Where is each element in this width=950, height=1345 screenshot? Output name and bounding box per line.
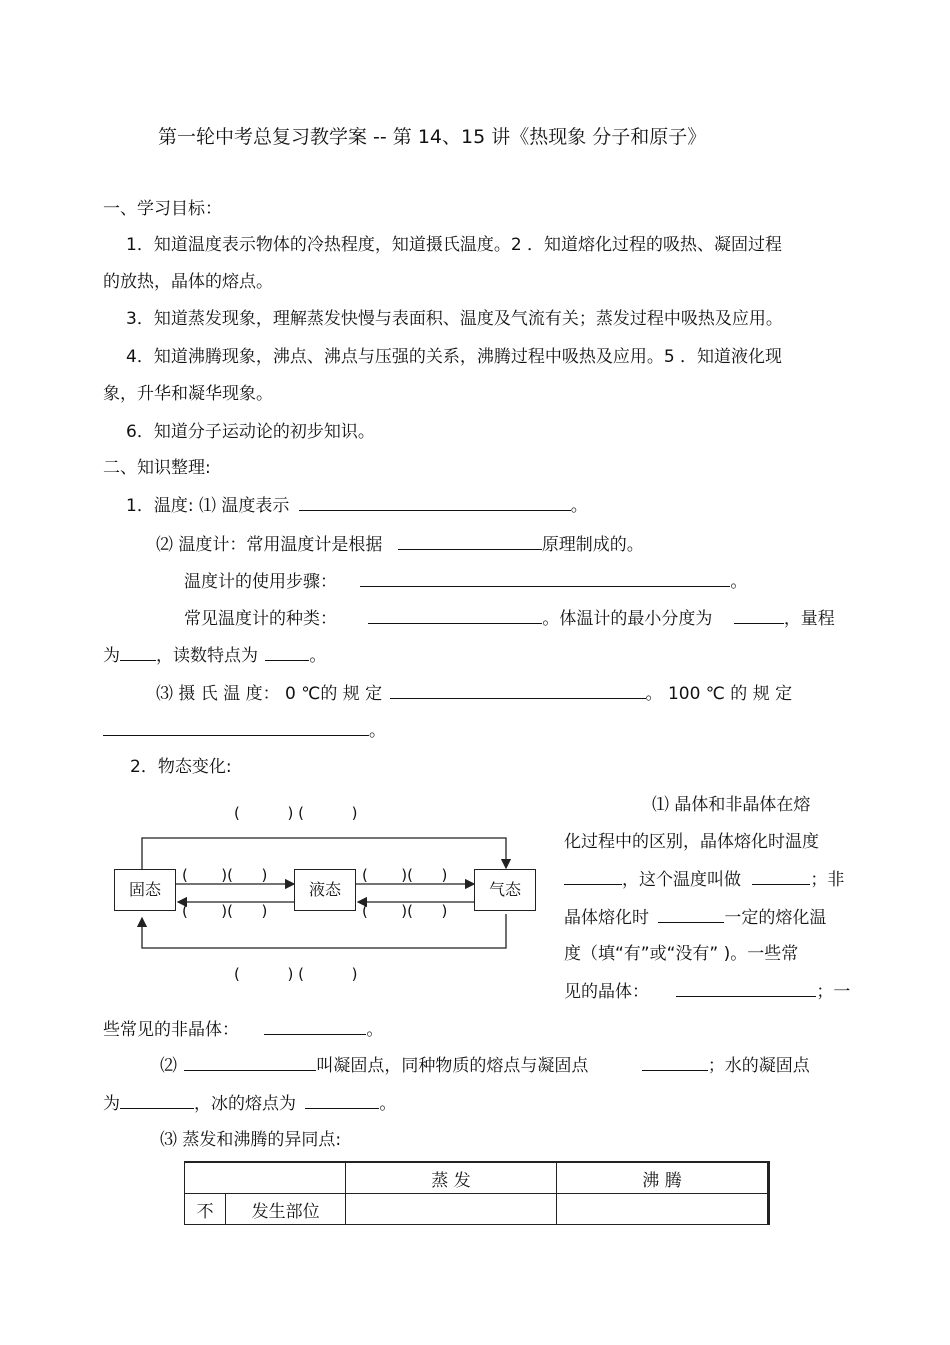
ice-label: ，冰的熔点为	[194, 1094, 296, 1114]
thermometer-steps	[184, 570, 747, 593]
table-row	[185, 1194, 769, 1225]
section-2-heading: 二、知识整理:	[103, 458, 211, 478]
celsius-100-line	[103, 719, 386, 742]
crystal-line-6	[564, 980, 850, 1003]
freezing-mid: 叫凝固点，同种物质的熔点与凝固点	[316, 1056, 589, 1076]
crystal-line-6-end: ；一	[816, 982, 851, 1002]
table-header-row	[185, 1162, 769, 1194]
goal-3: 3．知道蒸发现象，理解蒸发快慢与表面积、温度及气流有关；蒸发过程中吸热及应用。	[126, 309, 783, 329]
crystal-line-5: 度（填“有”或“没有” )。一些常	[564, 944, 799, 964]
blank-melt-vs-freeze[interactable]	[642, 1054, 708, 1071]
goal-4-line-a: 4．知道沸腾现象，沸点、沸点与压强的关系，沸腾过程中吸热及应用。5 ．知道液化现	[126, 347, 783, 367]
blank-celsius-100[interactable]	[103, 719, 369, 736]
evap-boil-heading: ⑶ 蒸发和沸腾的异同点:	[160, 1130, 342, 1150]
reading-label: ，读数特点为	[156, 646, 258, 666]
thermometer-principle	[156, 533, 644, 556]
period: 。	[369, 721, 386, 741]
box-liquid: 液态	[294, 869, 356, 911]
celsius-0-label: ⑶ 摄 氏 温 度： 0 ℃的 规 定	[156, 684, 383, 704]
blank-freezing-def[interactable]	[184, 1054, 316, 1071]
blank-reading[interactable]	[265, 644, 309, 661]
table-row-label: 发生部位	[226, 1194, 346, 1225]
amorphous-label: 些常见的非晶体：	[103, 1020, 239, 1040]
blank-celsius-0[interactable]	[390, 682, 646, 699]
paren-lg-top: ( )( )	[362, 866, 448, 884]
freezing-point-line	[160, 1054, 810, 1077]
range-label: 为	[103, 646, 120, 666]
crystal-line-4-end: 一定的熔化温	[724, 908, 827, 928]
blank-steps[interactable]	[360, 570, 730, 587]
blank-amorphous-has[interactable]	[658, 906, 724, 923]
blank-types[interactable]	[368, 607, 542, 624]
goal-1-line-b: 的放热，晶体的熔点。	[103, 272, 273, 292]
page-title: 第一轮中考总复习教学案 -- 第 14、15 讲《热现象 分子和原子》	[158, 126, 707, 148]
table-cell-boiling-location[interactable]	[557, 1194, 769, 1225]
goal-4-line-b: 象，升华和凝华现象。	[103, 384, 273, 404]
temp-item-1	[126, 494, 588, 517]
thermometer-range-line	[103, 644, 326, 667]
freezing-item-number: ⑵	[160, 1056, 177, 1076]
period: 。	[379, 1094, 397, 1114]
goal-1-line-a: 1．知道温度表示物体的冷热程度，知道摄氏温度。2 ．知道熔化过程的吸热、凝固过程	[126, 235, 783, 255]
paren-sl-top: ( )( )	[182, 866, 268, 884]
amorphous-line	[103, 1018, 383, 1041]
thermometer-principle-end: 原理制成的。	[541, 535, 644, 555]
crystal-line-3-mid: ，这个温度叫做	[622, 870, 741, 890]
blank-amorphous[interactable]	[264, 1018, 366, 1035]
freezing-end: ；水的凝固点	[707, 1056, 810, 1076]
blank-ice-melting[interactable]	[305, 1092, 379, 1109]
celsius-definition	[156, 682, 792, 705]
table-cell-evaporation-location[interactable]	[346, 1194, 557, 1225]
box-solid: 固态	[114, 869, 176, 911]
crystal-line-2: 化过程中的区别，晶体熔化时温度	[564, 832, 819, 852]
state-change-heading: 2．物态变化:	[130, 757, 232, 777]
table-header-empty	[185, 1162, 346, 1194]
paren-lg-bottom: ( )( )	[362, 902, 448, 920]
thermometer-types-end: ，量程	[783, 609, 835, 629]
paren-bottom: ( ) ( )	[234, 965, 358, 983]
goal-6: 6．知道分子运动论的初步知识。	[126, 422, 375, 442]
crystal-line-4-start: 晶体熔化时	[564, 908, 649, 928]
paren-sl-bottom: ( )( )	[182, 902, 268, 920]
blank-min-division[interactable]	[734, 607, 784, 624]
blank-temp-meaning[interactable]	[299, 494, 571, 511]
thermometer-steps-label: 温度计的使用步骤：	[184, 572, 337, 592]
crystal-line-4	[564, 906, 826, 929]
thermometer-types	[184, 607, 835, 630]
period: 。	[366, 1020, 384, 1040]
thermometer-principle-label: ⑵ 温度计：常用温度计是根据	[156, 535, 383, 555]
box-gas: 气态	[474, 869, 536, 911]
period: 。	[309, 646, 327, 666]
blank-melt-temp[interactable]	[564, 868, 622, 885]
blank-range[interactable]	[120, 644, 156, 661]
section-1-heading: 一、学习目标：	[103, 199, 222, 219]
thermometer-types-mid: 。体温计的最小分度为	[542, 609, 713, 629]
celsius-100-label: 。 100 ℃ 的 规 定	[645, 684, 793, 704]
period: 。	[730, 572, 748, 592]
water-ice-line	[103, 1092, 396, 1115]
crystal-line-3-end: ；非	[810, 870, 845, 890]
table-header-boiling: 沸 腾	[557, 1162, 769, 1194]
table-header-evaporation: 蒸 发	[346, 1162, 557, 1194]
blank-principle[interactable]	[398, 533, 542, 550]
table-row-head: 不	[185, 1194, 226, 1225]
temp-item-1-label: 1．温度: ⑴ 温度表示	[126, 496, 290, 516]
crystal-line-6-start: 见的晶体：	[564, 982, 649, 1002]
paren-top: ( ) ( )	[234, 804, 358, 822]
water-label: 为	[103, 1094, 120, 1114]
thermometer-types-label: 常见温度计的种类：	[184, 609, 337, 629]
blank-crystals[interactable]	[676, 980, 816, 997]
crystal-line-3	[564, 868, 844, 891]
crystal-item-1: ⑴ 晶体和非晶体在熔	[652, 795, 811, 815]
evap-boil-table	[184, 1161, 770, 1225]
blank-water-freezing[interactable]	[120, 1092, 194, 1109]
blank-melting-point[interactable]	[752, 868, 810, 885]
period: 。	[570, 496, 588, 516]
